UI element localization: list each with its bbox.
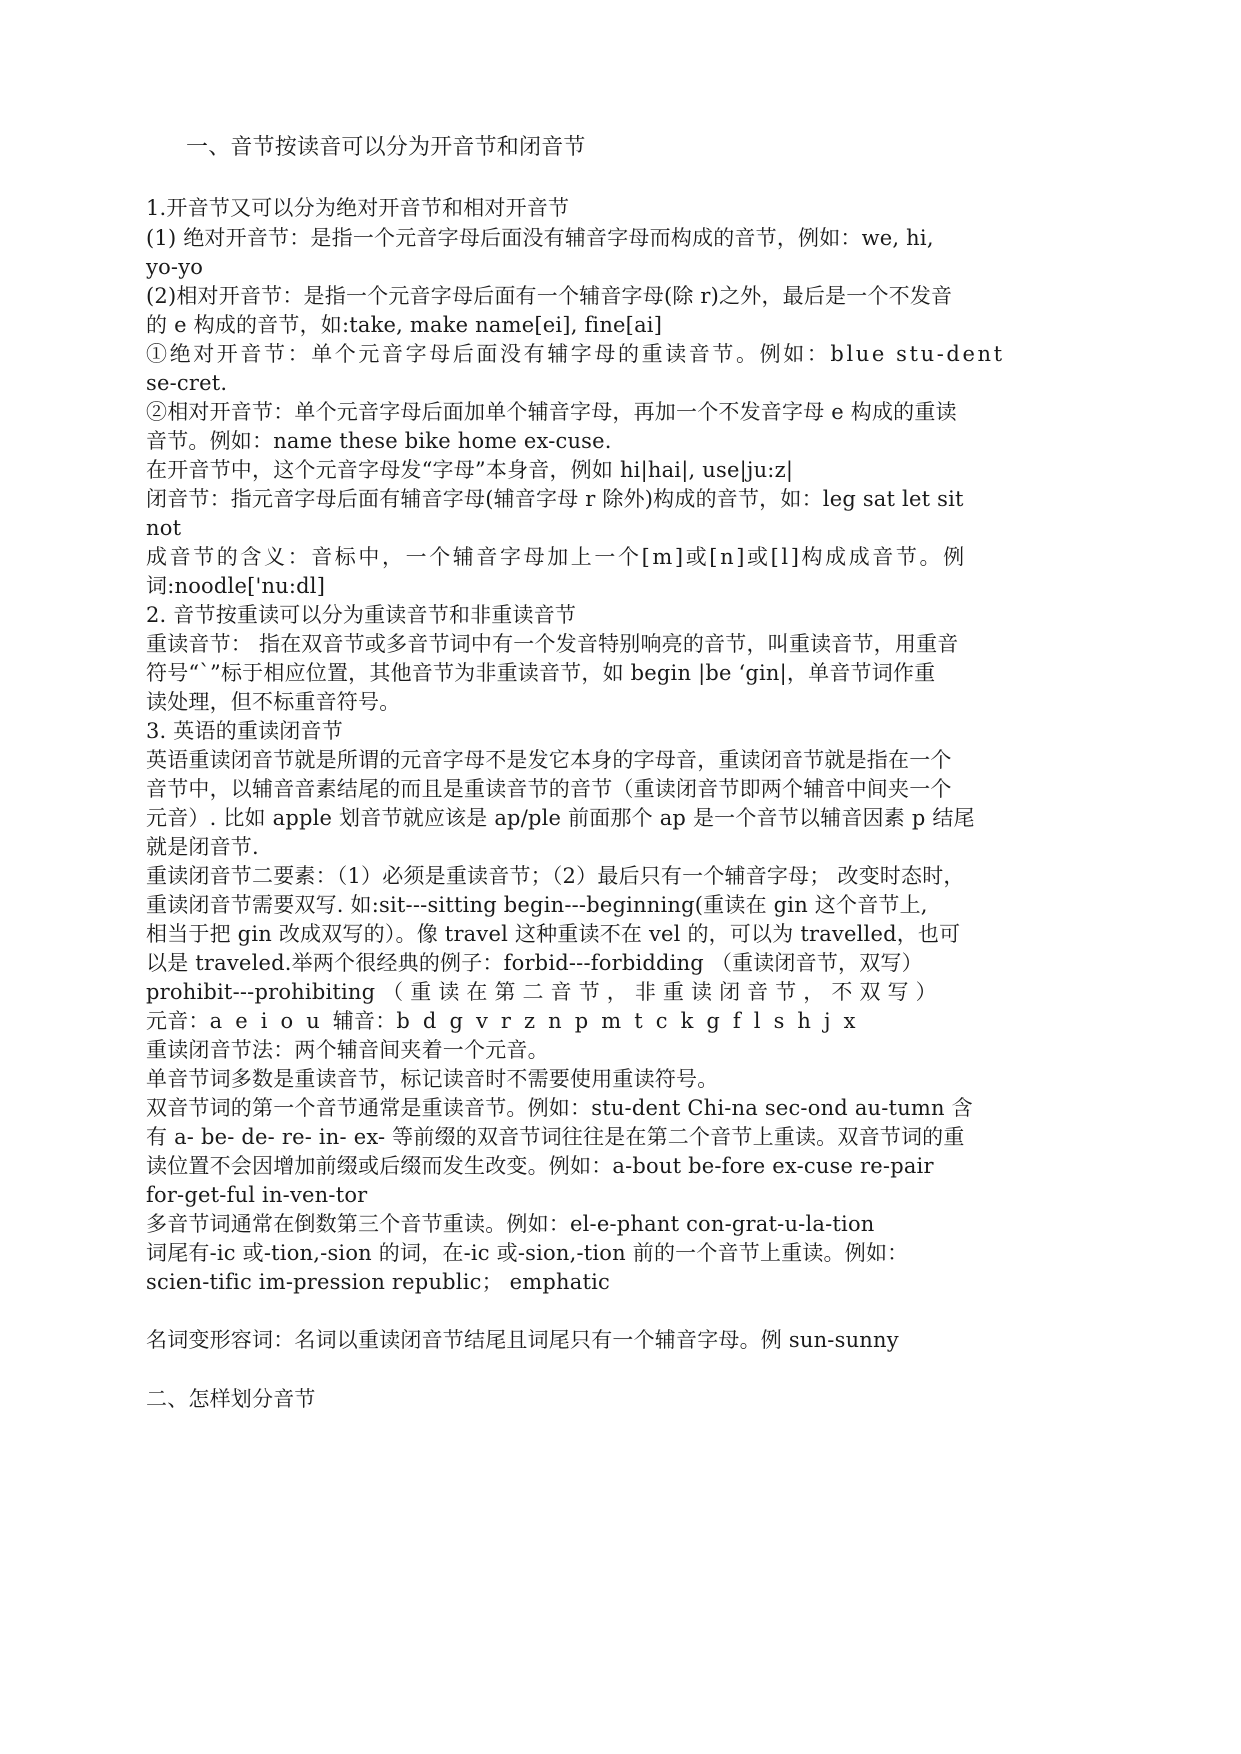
subheading-stressed-closed-syllable: 3. 英语的重读闭音节 [146,719,343,743]
text-line: 在开音节中，这个元音字母发“字母”本身音，例如 hi|hai|, use|ju:z| [146,458,794,482]
text-line: 就是闭音节. [146,835,259,859]
text-line: 读处理，但不标重音符号。 [146,690,401,714]
text-line: 成音节的含义：音标中，一个辅音字母加上一个[m]或[n]或[l]构成成音节。例 [146,545,967,569]
text-line: (1) 绝对开音节：是指一个元音字母后面没有辅音字母而构成的音节，例如：we, hi, [146,226,934,250]
text-line: ②相对开音节：单个元音字母后面加单个辅音字母，再加一个不发音字母 e 构成的重读 [146,400,957,424]
text-line: 音节。例如：name these bike home ex-cuse. [146,429,612,453]
text-line: 重读音节： 指在双音节或多音节词中有一个发音特别响亮的音节，叫重读音节，用重音 [146,632,959,656]
text-line: 闭音节：指元音字母后面有辅音字母(辅音字母 r 除外)构成的音节，如：leg sat let sit [146,487,964,511]
text-line: 重读闭音节法：两个辅音间夹着一个元音。 [146,1038,549,1062]
text-line: 单音节词多数是重读音节，标记读音时不需要使用重读符号。 [146,1067,719,1091]
text-line: scien-tific im-pression republic； emphatic [146,1270,611,1294]
text-line: not [146,516,182,540]
text-line: 音节中，以辅音音素结尾的而且是重读音节的音节（重读闭音节即两个辅音中间夹一个 [146,777,952,801]
text-line: 有 a- be- de- re- in- ex- 等前缀的双音节词往往是在第二个音节上重读。双音节词的重 [146,1125,965,1149]
text-line: 词:noodle['nu:dl] [146,574,326,598]
text-line: for-get-ful in-ven-tor [146,1183,368,1207]
vowels-consonants-line: 元音：a e i o u 辅音：b d g v r z n p m t c k g f l s h j x [146,1009,856,1033]
text-line: 重读闭音节需要双写. 如:sit---sitting begin---beginning(重读在 gin 这个音节上, [146,893,928,917]
subheading-open-syllable: 1.开音节又可以分为绝对开音节和相对开音节 [146,196,570,220]
text-line: (2)相对开音节：是指一个元音字母后面有一个辅音字母(除 r)之外，最后是一个不发音 [146,284,953,308]
text-line: 双音节词的第一个音节通常是重读音节。例如：stu-dent Chi-na sec-ond au-tumn 含 [146,1096,973,1120]
text-line: 符号“`”标于相应位置，其他音节为非重读音节，如 begin |be ‘gin|，单音节词作重 [146,661,936,685]
text-line: 英语重读闭音节就是所谓的元音字母不是发它本身的字母音，重读闭音节就是指在一个 [146,748,952,772]
text-line: 元音）. 比如 apple 划音节就应该是 ap/ple 前面那个 ap 是一个音节以辅音因素 p 结尾 [146,806,975,830]
text-line: 读位置不会因增加前缀或后缀而发生改变。例如：a-bout be-fore ex-cuse re-pair [146,1154,934,1178]
text-line: prohibit---prohibiting （ 重 读 在 第 二 音 节 ， 非 重 读 闭 音 节 ， 不 双 写 ） [146,980,937,1004]
text-line: ①绝对开音节：单个元音字母后面没有辅字母的重读音节。例如：blue stu-dent [146,342,1005,366]
text-line: yo-yo [146,255,204,279]
subheading-stressed-syllable: 2. 音节按重读可以分为重读音节和非重读音节 [146,603,577,627]
text-line: 重读闭音节二要素：（1）必须是重读音节；（2）最后只有一个辅音字母； 改变时态时， [146,864,965,888]
text-line: 名词变形容词：名词以重读闭音节结尾且词尾只有一个辅音字母。例 sun-sunny [146,1328,899,1352]
text-line: 词尾有-ic 或-tion,-sion 的词，在-ic 或-sion,-tion 前的一个音节上重读。例如： [146,1241,909,1265]
text-line: 多音节词通常在倒数第三个音节重读。例如：el-e-phant con-grat-u-la-tion [146,1212,875,1236]
text-line: 的 e 构成的音节，如:take, make name[ei], fine[ai] [146,313,663,337]
section-heading-1: 一、音节按读音可以分为开音节和闭音节 [186,135,586,160]
text-line: 以是 traveled.举两个很经典的例子：forbid---forbidding （重读闭音节，双写） [146,951,923,975]
text-line: 相当于把 gin 改成双写的）。像 travel 这种重读不在 vel 的，可以为 travelled，也可 [146,922,961,946]
text-line: se-cret. [146,371,228,395]
section-heading-2: 二、怎样划分音节 [146,1387,316,1411]
